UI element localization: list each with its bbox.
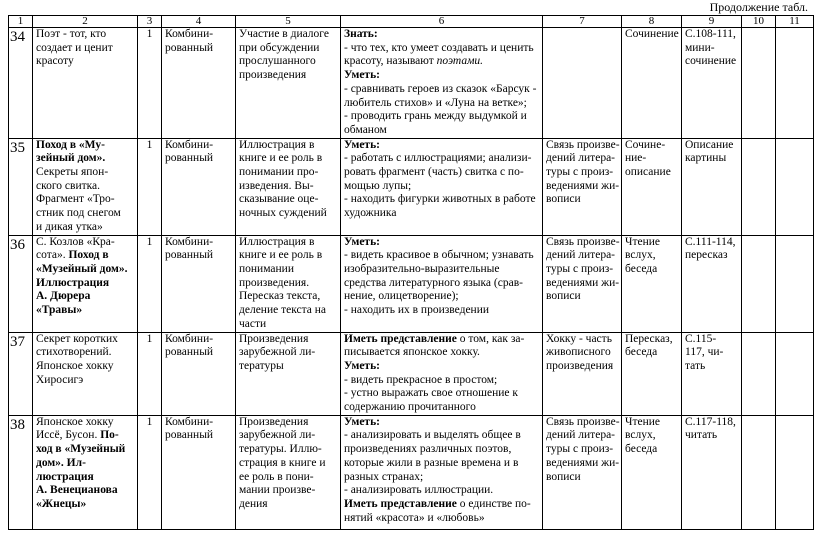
table-row — [9, 138, 814, 235]
requirements-cell — [341, 235, 543, 332]
bold-text: Иметь представление — [344, 497, 457, 510]
subject-links-line: живописного — [546, 346, 611, 359]
topic-line: Японское хокку — [36, 415, 114, 428]
topic-line: Секрет коротких — [36, 332, 118, 345]
italic-text: поэтами. — [436, 55, 484, 68]
requirements-line: - видеть красивое в обычном; узнавать — [344, 249, 534, 262]
topic-line — [36, 304, 134, 318]
requirements-cell — [341, 332, 543, 415]
bold-text: Иметь представление — [344, 332, 457, 345]
activity-line: части — [239, 317, 267, 330]
bold-text: «Музейный дом». — [36, 263, 128, 276]
column-number: 2 — [33, 16, 138, 28]
requirements-line: содержанию прочитанного — [344, 401, 476, 414]
lesson-type-line: Комбини- — [165, 235, 214, 248]
homework-cell — [682, 235, 742, 332]
topic-line — [36, 290, 134, 304]
topic-line — [36, 263, 134, 277]
requirements-line: - что тех, кто умеет создавать и ценить — [344, 41, 534, 54]
subject-links-cell — [543, 138, 622, 235]
topic-cell — [33, 138, 138, 235]
activity-line: Произведения — [239, 415, 309, 428]
lesson-number-cell — [9, 138, 33, 235]
homework-line: С.108-111, — [685, 28, 736, 40]
lesson-type-line: рованный — [165, 429, 214, 442]
topic-line — [36, 152, 134, 166]
table-row — [9, 28, 814, 139]
bold-text: Поход в «Му- — [36, 138, 105, 151]
topic-line — [36, 484, 134, 498]
topic-line: стник под снегом — [36, 207, 121, 220]
control-type-cell — [622, 415, 682, 529]
subject-links-cell — [543, 415, 622, 529]
requirements-line: ровать фрагмент (часть) свитка с по- — [344, 166, 524, 179]
homework-cell — [682, 138, 742, 235]
requirements-line: Иметь представление о том, как за- — [344, 332, 525, 345]
lesson-type-cell — [162, 235, 236, 332]
topic-line: Поэт - тот, кто — [36, 28, 107, 40]
control-type-line: вслух, — [625, 249, 656, 262]
activity-line: Участие в диалоге — [239, 28, 329, 40]
column-number: 7 — [543, 16, 622, 28]
homework-cell — [682, 332, 742, 415]
hours-cell: 1 — [138, 332, 162, 415]
requirements-line: нение, олицетворение); — [344, 290, 459, 303]
requirements-line: произведениях различных поэтов, — [344, 443, 512, 456]
subject-links-line: туры с произ- — [546, 443, 614, 456]
requirements-line: писывается японское хокку. — [344, 346, 480, 359]
control-type-line: Чтение — [625, 235, 661, 248]
bold-text: Уметь: — [344, 415, 380, 428]
lesson-type-cell — [162, 332, 236, 415]
topic-cell — [33, 332, 138, 415]
activity-cell — [236, 138, 341, 235]
empty-cell — [776, 138, 814, 235]
requirements-line: - анализировать и выделять общее в — [344, 429, 521, 442]
homework-line: пересказ — [685, 249, 728, 262]
lesson-plan-table — [8, 15, 814, 530]
bold-text: ход в «Музейный — [36, 443, 126, 456]
activity-cell — [236, 235, 341, 332]
requirements-line: - устно выражать свое отношение к — [344, 387, 518, 400]
activity-line: зарубежной ли- — [239, 429, 316, 442]
homework-line: С.111-114, — [685, 235, 736, 248]
homework-line: Описание — [685, 138, 734, 151]
empty-cell — [742, 28, 776, 139]
lesson-type-line: рованный — [165, 41, 214, 54]
bold-text: дом». Ил- — [36, 456, 86, 469]
requirements-line: изобразительно-выразительные — [344, 263, 500, 276]
lesson-number: 36 — [10, 236, 25, 253]
topic-line: и дикая утка» — [36, 220, 103, 233]
subject-links-line: дений литера- — [546, 152, 615, 165]
control-type-line: Сочине- — [625, 138, 666, 151]
activity-line: произведения — [239, 69, 307, 82]
lesson-type-line: Комбини- — [165, 415, 214, 428]
bold-text: зейный дом». — [36, 152, 106, 165]
topic-line: ского свитка. — [36, 179, 101, 192]
column-number: 10 — [742, 16, 776, 28]
activity-line: ночных суждений — [239, 207, 327, 220]
control-type-cell — [622, 28, 682, 139]
activity-cell — [236, 28, 341, 139]
subject-links-line: Хокку - часть — [546, 332, 612, 345]
empty-cell — [776, 415, 814, 529]
homework-line: сочинение — [685, 55, 737, 68]
subject-links-line: ведениями жи- — [546, 179, 620, 192]
requirements-line: обманом — [344, 123, 387, 136]
topic-line — [36, 139, 134, 153]
requirements-line: мощью лупы; — [344, 179, 412, 192]
column-number: 6 — [341, 16, 543, 28]
topic-line — [36, 471, 134, 485]
topic-line: красоту — [36, 55, 74, 68]
activity-line: ее роль в пони- — [239, 470, 314, 483]
subject-links-cell — [543, 235, 622, 332]
lesson-type-line: рованный — [165, 346, 214, 359]
topic-line: Хиросигэ — [36, 373, 84, 386]
empty-cell — [776, 28, 814, 139]
subject-links-line: туры с произ- — [546, 166, 614, 179]
topic-line: стихотворений. — [36, 346, 112, 359]
activity-line: понимании про- — [239, 166, 319, 179]
activity-line: Иллюстрация в — [239, 138, 315, 151]
topic-line — [36, 498, 134, 512]
column-number-row — [9, 16, 814, 28]
empty-cell — [742, 235, 776, 332]
column-number: 8 — [622, 16, 682, 28]
requirements-line: Иметь представление о единстве по- — [344, 497, 531, 510]
subject-links-line: вописи — [546, 290, 581, 303]
activity-line: сказывание оце- — [239, 193, 319, 206]
bold-text: По- — [100, 429, 119, 442]
control-type-line: беседа — [625, 443, 658, 456]
control-type-cell — [622, 332, 682, 415]
requirements-cell — [341, 138, 543, 235]
table-row — [9, 235, 814, 332]
topic-line: Фрагмент «Тро- — [36, 193, 115, 206]
column-number: 5 — [236, 16, 341, 28]
control-type-line: вслух, — [625, 429, 656, 442]
column-number: 1 — [9, 16, 33, 28]
bold-text: Поход в — [68, 249, 109, 262]
activity-line: Пересказ текста, — [239, 290, 321, 303]
activity-line: тературы. Иллю- — [239, 443, 322, 456]
lesson-type-line: Комбини- — [165, 332, 214, 345]
subject-links-line: вописи — [546, 470, 581, 483]
subject-links-line: дений литера- — [546, 429, 615, 442]
requirements-line: - анализировать иллюстрации. — [344, 484, 494, 497]
bold-text: «Жнецы» — [36, 497, 87, 510]
activity-cell — [236, 332, 341, 415]
activity-line: прослушанного — [239, 55, 316, 68]
lesson-type-cell — [162, 28, 236, 139]
topic-line: сота». Поход в — [36, 249, 109, 262]
homework-cell — [682, 28, 742, 139]
subject-links-line: дений литера- — [546, 249, 615, 262]
activity-line: мании произве- — [239, 484, 316, 497]
lesson-number: 37 — [10, 333, 25, 350]
requirements-line: средства литературного языка (срав- — [344, 276, 523, 289]
activity-line: Произведения — [239, 332, 309, 345]
requirements-line — [344, 28, 539, 42]
control-type-line: беседа — [625, 346, 658, 359]
activity-line: понимании — [239, 263, 294, 276]
homework-line: 117, чи- — [685, 346, 724, 359]
control-type-line: ние- — [625, 152, 647, 165]
bold-text: Уметь: — [344, 359, 380, 372]
requirements-line: которые жили в разные времена и в — [344, 456, 519, 469]
activity-line: произведения. — [239, 276, 310, 289]
homework-line: С.115- — [685, 332, 717, 345]
activity-line: изведения. Вы- — [239, 179, 314, 192]
requirements-line — [344, 360, 539, 374]
activity-line: при обсуждении — [239, 41, 320, 54]
lesson-number-cell — [9, 415, 33, 529]
empty-cell — [776, 235, 814, 332]
subject-links-line: туры с произ- — [546, 263, 614, 276]
bold-text: «Травы» — [36, 304, 83, 317]
lesson-number: 34 — [10, 29, 25, 45]
subject-links-line: Связь произве- — [546, 415, 620, 428]
requirements-line — [344, 69, 539, 83]
empty-cell — [776, 332, 814, 415]
topic-cell — [33, 28, 138, 139]
lesson-number: 38 — [10, 416, 25, 433]
activity-line: тературы — [239, 359, 284, 372]
activity-line: зарубежной ли- — [239, 346, 316, 359]
topic-cell — [33, 235, 138, 332]
subject-links-cell — [543, 332, 622, 415]
column-number: 11 — [776, 16, 814, 28]
empty-cell — [742, 332, 776, 415]
lesson-number-cell — [9, 332, 33, 415]
empty-cell — [742, 138, 776, 235]
requirements-line: - работать с иллюстрациями; анализи- — [344, 152, 532, 165]
control-type-cell — [622, 138, 682, 235]
lesson-type-cell — [162, 415, 236, 529]
hours-cell: 1 — [138, 415, 162, 529]
control-type-line: беседа — [625, 263, 658, 276]
requirements-line: художника — [344, 207, 397, 220]
subject-links-line: ведениями жи- — [546, 276, 620, 289]
bold-text: Уметь: — [344, 138, 380, 151]
subject-links-line: Связь произве- — [546, 235, 620, 248]
hours-cell: 1 — [138, 138, 162, 235]
activity-line: книге и ее роль в — [239, 249, 323, 262]
empty-cell — [742, 415, 776, 529]
topic-line: Японское хокку — [36, 359, 114, 372]
bold-text: люстрация — [36, 470, 94, 483]
requirements-line: нятий «красота» и «любовь» — [344, 511, 485, 524]
homework-line: С.117-118, — [685, 415, 736, 428]
hours-cell: 1 — [138, 28, 162, 139]
bold-text: Уметь: — [344, 69, 380, 82]
subject-links-line: ведениями жи- — [546, 456, 620, 469]
homework-line: мини- — [685, 41, 715, 54]
column-number: 3 — [138, 16, 162, 28]
topic-line: С. Козлов «Кра- — [36, 235, 115, 248]
hours-cell: 1 — [138, 235, 162, 332]
control-type-line: Чтение — [625, 415, 661, 428]
requirements-line: - проводить грань между выдумкой и — [344, 110, 527, 123]
bold-text: Иллюстрация — [36, 276, 110, 289]
topic-line — [36, 457, 134, 471]
lesson-type-line: Комбини- — [165, 28, 214, 40]
bold-text: Уметь: — [344, 235, 380, 248]
requirements-cell — [341, 415, 543, 529]
lesson-type-line: рованный — [165, 152, 214, 165]
column-number: 9 — [682, 16, 742, 28]
homework-line: читать — [685, 429, 718, 442]
control-type-cell — [622, 235, 682, 332]
topic-cell — [33, 415, 138, 529]
topic-line: Иссё, Бусон. По- — [36, 429, 119, 442]
activity-line: Иллюстрация в — [239, 235, 315, 248]
control-type-line: Пересказ, — [625, 332, 673, 345]
subject-links-line: вописи — [546, 193, 581, 206]
requirements-line: любитель стихов» и «Луна на ветке»; — [344, 96, 527, 109]
bold-text: А. Венецианова — [36, 484, 118, 497]
homework-line: картины — [685, 152, 727, 165]
activity-line: дения — [239, 497, 268, 510]
requirements-cell — [341, 28, 543, 139]
subject-links-line: Связь произве- — [546, 138, 620, 151]
table-continuation-caption: Продолжение табл. — [709, 0, 808, 14]
table-row — [9, 332, 814, 415]
lesson-type-cell — [162, 138, 236, 235]
lesson-type-line: Комбини- — [165, 138, 214, 151]
lesson-type-line: рованный — [165, 249, 214, 262]
lesson-number: 35 — [10, 139, 25, 156]
requirements-line: красоту, называют поэтами. — [344, 55, 484, 68]
subject-links-line: произведения — [546, 359, 614, 372]
requirements-line: - находить их в произведении — [344, 304, 490, 317]
activity-line: страция в книге и — [239, 456, 326, 469]
column-number: 4 — [162, 16, 236, 28]
requirements-line: разных странах; — [344, 470, 424, 483]
homework-cell — [682, 415, 742, 529]
control-type-line: описание — [625, 166, 671, 179]
table-row — [9, 415, 814, 529]
subject-links-cell — [543, 28, 622, 139]
requirements-line — [344, 416, 539, 430]
requirements-line: - сравнивать героев из сказок «Барсук - — [344, 82, 537, 95]
control-type-line: Сочинение — [625, 28, 679, 40]
topic-line — [36, 443, 134, 457]
requirements-line — [344, 139, 539, 153]
bold-text: Знать: — [344, 28, 378, 40]
bold-text: А. Дюрера — [36, 290, 91, 303]
requirements-line: - видеть прекрасное в простом; — [344, 373, 498, 386]
requirements-line: - находить фигурки животных в работе — [344, 193, 536, 206]
homework-line: тать — [685, 359, 706, 372]
topic-line: Секреты япон- — [36, 166, 109, 179]
activity-cell — [236, 415, 341, 529]
topic-line — [36, 277, 134, 291]
requirements-line — [344, 236, 539, 250]
lesson-number-cell — [9, 235, 33, 332]
lesson-number-cell — [9, 28, 33, 139]
activity-line: книге и ее роль в — [239, 152, 323, 165]
activity-line: деление текста на — [239, 304, 327, 317]
topic-line: создает и ценит — [36, 41, 113, 54]
